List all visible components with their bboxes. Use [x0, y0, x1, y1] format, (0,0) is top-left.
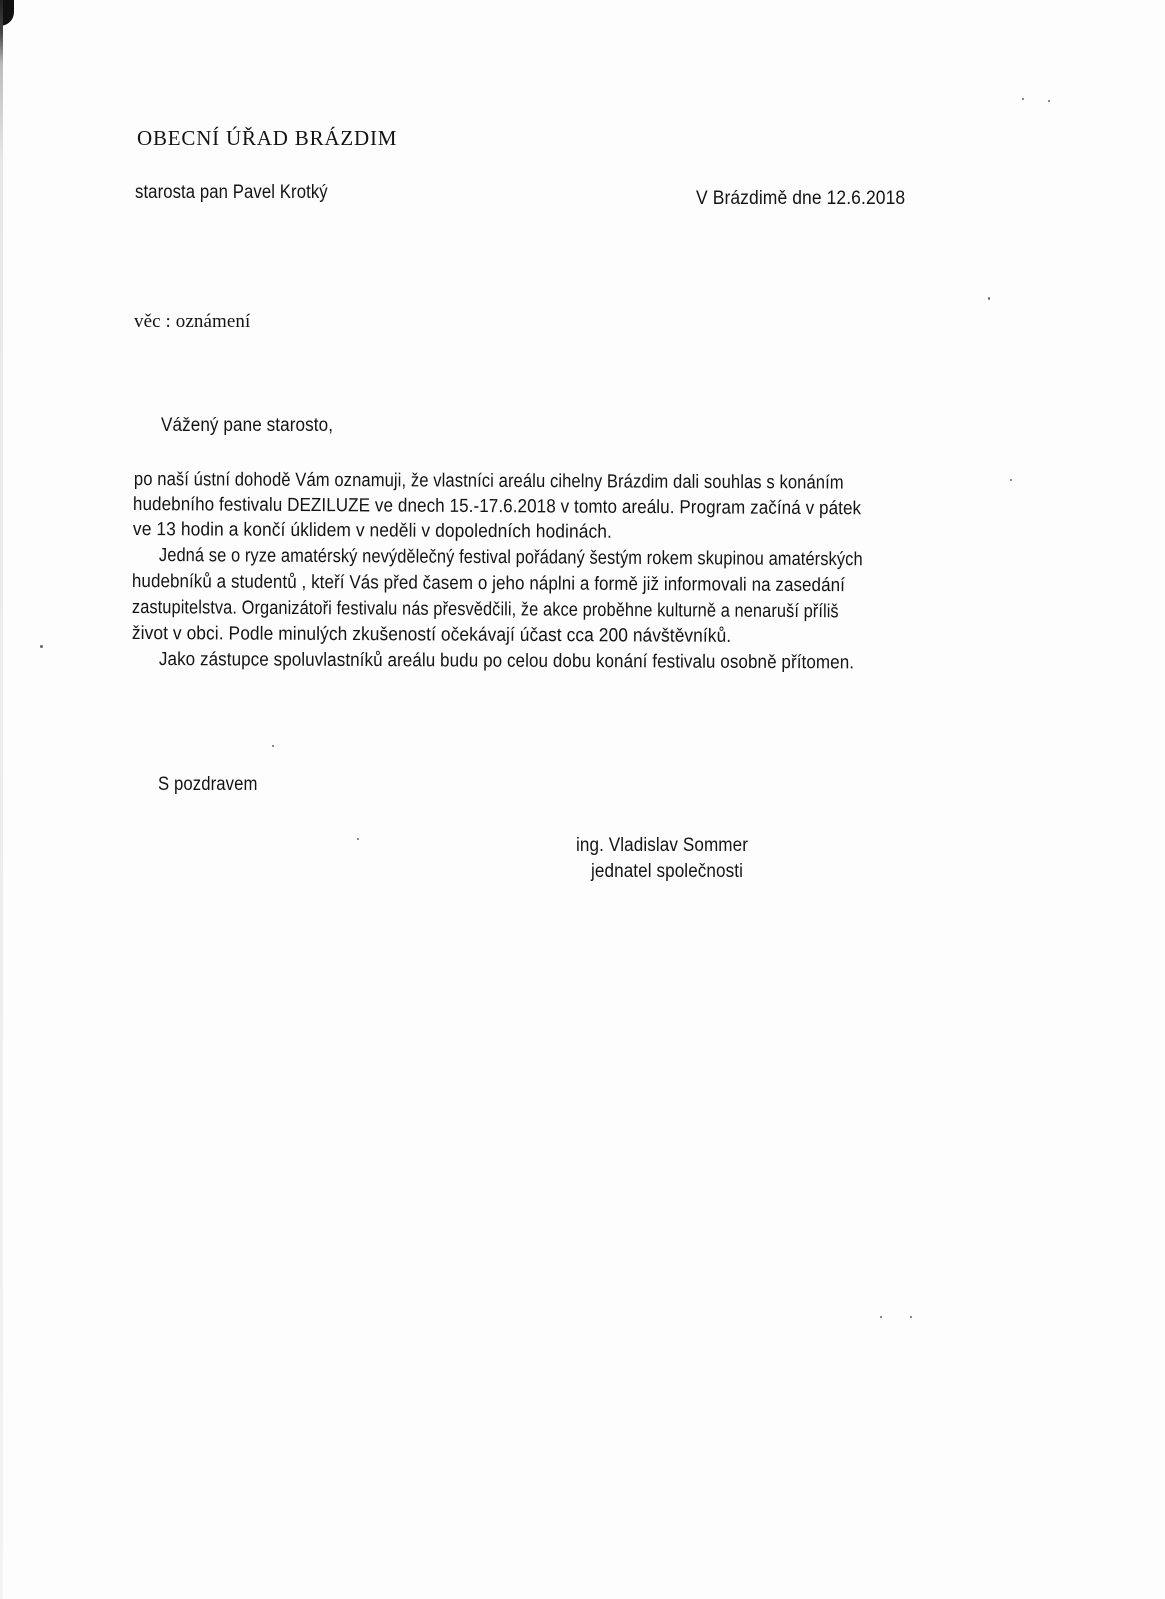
- subject-line: věc : oznámení: [134, 311, 251, 332]
- scan-speck: [988, 297, 990, 300]
- closing-line: S pozdravem: [158, 774, 258, 795]
- scan-speck: [880, 1316, 882, 1318]
- recipient-line: starosta pan Pavel Krotký: [135, 182, 328, 203]
- body-line: Jedná se o ryze amatérský nevýdělečný festival pořádaný šestým rokem skupinou amatérských: [158, 545, 863, 571]
- scan-speck: [357, 838, 359, 840]
- place-date-line: V Brázdimě dne 12.6.2018: [696, 188, 906, 209]
- scan-speck: [910, 1316, 912, 1318]
- scan-speck: [1022, 98, 1024, 100]
- body-line: život v obci. Podle minulých zkušeností očekávají účast cca 200 návštěvníků.: [131, 623, 732, 647]
- body-line: hudebníků a studentů , kteří Vás před časem o jeho náplni a formě již informovali na zasedání: [131, 571, 845, 597]
- scan-speck: [1010, 479, 1012, 481]
- body-line: ve 13 hodin a končí úklidem v neděli v dopoledních hodinách.: [132, 519, 613, 543]
- body-line: Jako zástupce spoluvlastníků areálu budu po celou dobu konání festivalu osobně přítomen.: [158, 649, 855, 674]
- scan-left-edge: [0, 0, 3, 1599]
- scan-speck: [272, 745, 274, 747]
- office-heading: OBECNÍ ÚŘAD BRÁZDIM: [137, 126, 398, 150]
- scan-speck: [40, 645, 43, 648]
- body-line: hudebního festivalu DEZILUZE ve dnech 15.-17.6.2018 v tomto areálu. Program začíná v pátek: [132, 494, 862, 520]
- body-line: zastupitelstva. Organizátoři festivalu nás přesvědčili, že akce proběhne kulturně a nenaruší příliš: [131, 597, 839, 623]
- scan-speck: [1048, 100, 1050, 102]
- salutation: Vážený pane starosto,: [161, 415, 334, 436]
- signatory-name: ing. Vladislav Sommer: [576, 835, 749, 856]
- body-line: po naší ústní dohodě Vám oznamuji, že vlastníci areálu cihelny Brázdim dali souhlas s konáním: [133, 469, 844, 494]
- signatory-role: jednatel společnosti: [591, 861, 744, 882]
